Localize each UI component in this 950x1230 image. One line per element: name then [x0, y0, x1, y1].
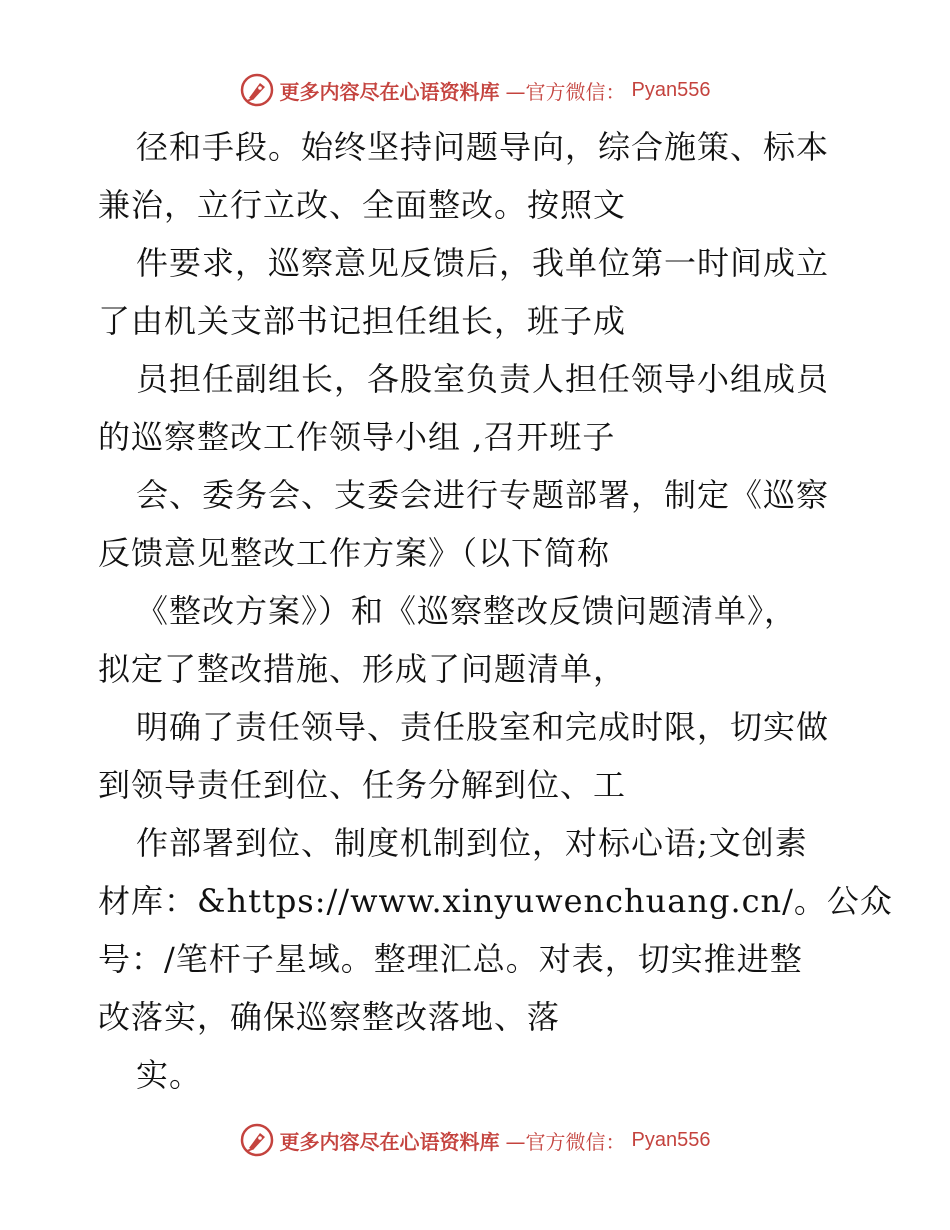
- header-banner: [0, 70, 950, 110]
- pen-nib-logo-icon: [240, 73, 274, 107]
- text-line: 材库：&https://www.xinyuwenchuang.cn/。公众: [98, 882, 893, 920]
- text-line: 到领导责任到位、任务分解到位、工: [98, 766, 627, 804]
- text-line: 了由机关支部书记担任组长，班子成: [98, 302, 627, 340]
- text-line: 号：/笔杆子星域。整理汇总。对表，切实推进整: [98, 940, 803, 978]
- text-line: 实。: [136, 1056, 203, 1094]
- text-line: 《整改方案》）和《巡察整改反馈问题清单》，: [136, 592, 798, 630]
- text-line: 员担任副组长，各股室负责人担任领导小组成员: [136, 360, 830, 398]
- banner-account-text: Pyan556: [631, 78, 711, 101]
- document-body: [98, 118, 893, 1104]
- pen-nib-logo-icon: [240, 1123, 274, 1157]
- text-line: 径和手段。始终坚持问题导向，综合施策、标本: [136, 128, 830, 166]
- banner-main-text: 更多内容尽在心语资料库: [279, 79, 500, 104]
- text-line: 拟定了整改措施、形成了问题清单，: [98, 650, 627, 688]
- text-line: 兼治，立行立改、全面整改。按照文: [98, 186, 627, 224]
- text-line: 的巡察整改工作领导小组 ,召开班子: [98, 418, 616, 456]
- text-line: 明确了责任领导、责任股室和完成时限，切实做: [136, 708, 830, 746]
- text-line: 反馈意见整改工作方案》（以下简称: [98, 534, 611, 572]
- banner-main-text: 更多内容尽在心语资料库: [279, 1129, 500, 1154]
- banner-account-text: Pyan556: [631, 1128, 711, 1151]
- text-line: 会、委务会、支委会进行专题部署，制定《巡察: [136, 476, 830, 514]
- text-line: 作部署到位、制度机制到位，对标心语;文创素: [136, 824, 808, 862]
- footer-banner: [0, 1120, 950, 1160]
- banner-separator-text: —官方微信：: [505, 1129, 626, 1154]
- banner-separator-text: —官方微信：: [505, 79, 626, 104]
- text-line: 改落实，确保巡察整改落地、落: [98, 998, 561, 1036]
- text-line: 件要求，巡察意见反馈后，我单位第一时间成立: [136, 244, 830, 282]
